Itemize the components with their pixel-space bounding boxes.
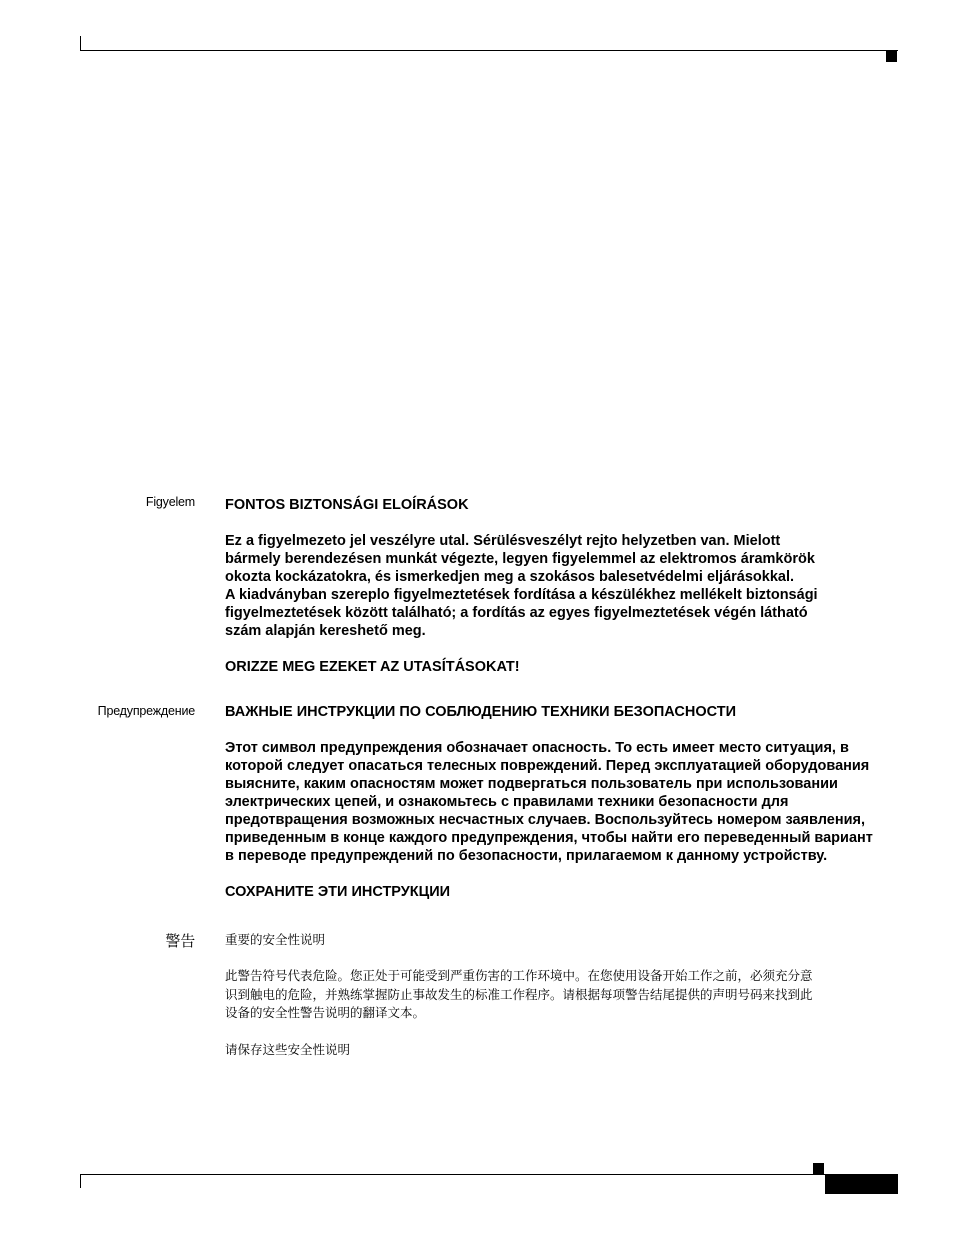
warning-footer-hu: ORIZZE MEG EZEKET AZ UTASÍTÁSOKAT! <box>225 659 520 675</box>
body-line: которой следует опасаться телесных повреждений. Перед эксплуатацией оборудования <box>225 758 870 774</box>
warning-label-ru: Предупреждение <box>97 704 195 718</box>
warning-body-hu <box>225 532 905 640</box>
header-rule <box>80 50 898 51</box>
footer-page-tab <box>825 1175 898 1194</box>
warning-label-hu: Figyelem <box>145 495 195 509</box>
body-line: Этот символ предупреждения обозначает опасность. То есть имеет место ситуация, в <box>225 740 849 756</box>
body-line: szám alapján kereshető meg. <box>225 623 426 639</box>
warning-footer-ru: СОХРАНИТЕ ЭТИ ИНСТРУКЦИИ <box>225 884 451 900</box>
body-line: 识到触电的危险，并熟练掌握防止事故发生的标准工作程序。请根据每项警告结尾提供的声明号码来找到此 <box>225 987 813 1002</box>
header-left-tick <box>80 36 81 51</box>
footer-left-tick <box>80 1174 81 1188</box>
warning-heading-zh: 重要的安全性说明 <box>225 933 326 947</box>
warning-block-zh <box>225 931 905 1059</box>
body-line: Ez a figyelmezeto jel veszélyre utal. Sérülésveszélyt rejto helyzetben van. Mielott <box>225 533 781 549</box>
body-line: okozta kockázatokra, és ismerkedjen meg a szokásos balesetvédelmi eljárásokkal. <box>225 569 795 585</box>
warning-block-hu <box>225 496 905 676</box>
warning-label-zh: 警告 <box>165 933 195 950</box>
body-line: 设备的安全性警告说明的翻译文本。 <box>225 1006 426 1020</box>
body-line: A kiadványban szereplo figyelmeztetések fordítása a készülékhez mellékelt biztonsági <box>225 587 818 603</box>
body-line: figyelmeztetések között található; a fordítás az egyes figyelmeztetések végén látható <box>225 605 808 621</box>
warning-body-zh <box>225 967 905 1023</box>
warning-heading-ru: ВАЖНЫЕ ИНСТРУКЦИИ ПО СОБЛЮДЕНИЮ ТЕХНИКИ БЕЗОПАСНОСТИ <box>225 704 736 720</box>
warning-heading-hu: FONTOS BIZTONSÁGI ELOÍRÁSOK <box>225 497 469 513</box>
body-line: 此警告符号代表危险。您正处于可能受到严重伤害的工作环境中。在您使用设备开始工作之前，必须充分意 <box>225 969 813 983</box>
warning-block-ru <box>225 703 905 901</box>
warning-body-ru <box>225 739 905 865</box>
body-line: bármely berendezésen munkát végezte, legyen figyelemmel az elektromos áramkörök <box>225 551 815 567</box>
header-marker <box>886 51 897 62</box>
footer-marker-small <box>813 1163 824 1174</box>
body-line: электрических цепей, и ознакомьтесь с правилами техники безопасности для <box>225 794 789 810</box>
body-line: в переводе предупреждений по безопасности, прилагаемом к данному устройству. <box>225 848 828 864</box>
body-line: приведенным в конце каждого предупреждения, чтобы найти его переведенный вариант <box>225 830 873 846</box>
footer-rule <box>80 1174 898 1175</box>
warning-footer-zh: 请保存这些安全性说明 <box>225 1042 351 1057</box>
body-line: выясните, каким опасностям может подвергаться пользователь при использовании <box>225 776 838 792</box>
body-line: предотвращения возможных несчастных случаев. Воспользуйтесь номером заявления, <box>225 812 865 828</box>
